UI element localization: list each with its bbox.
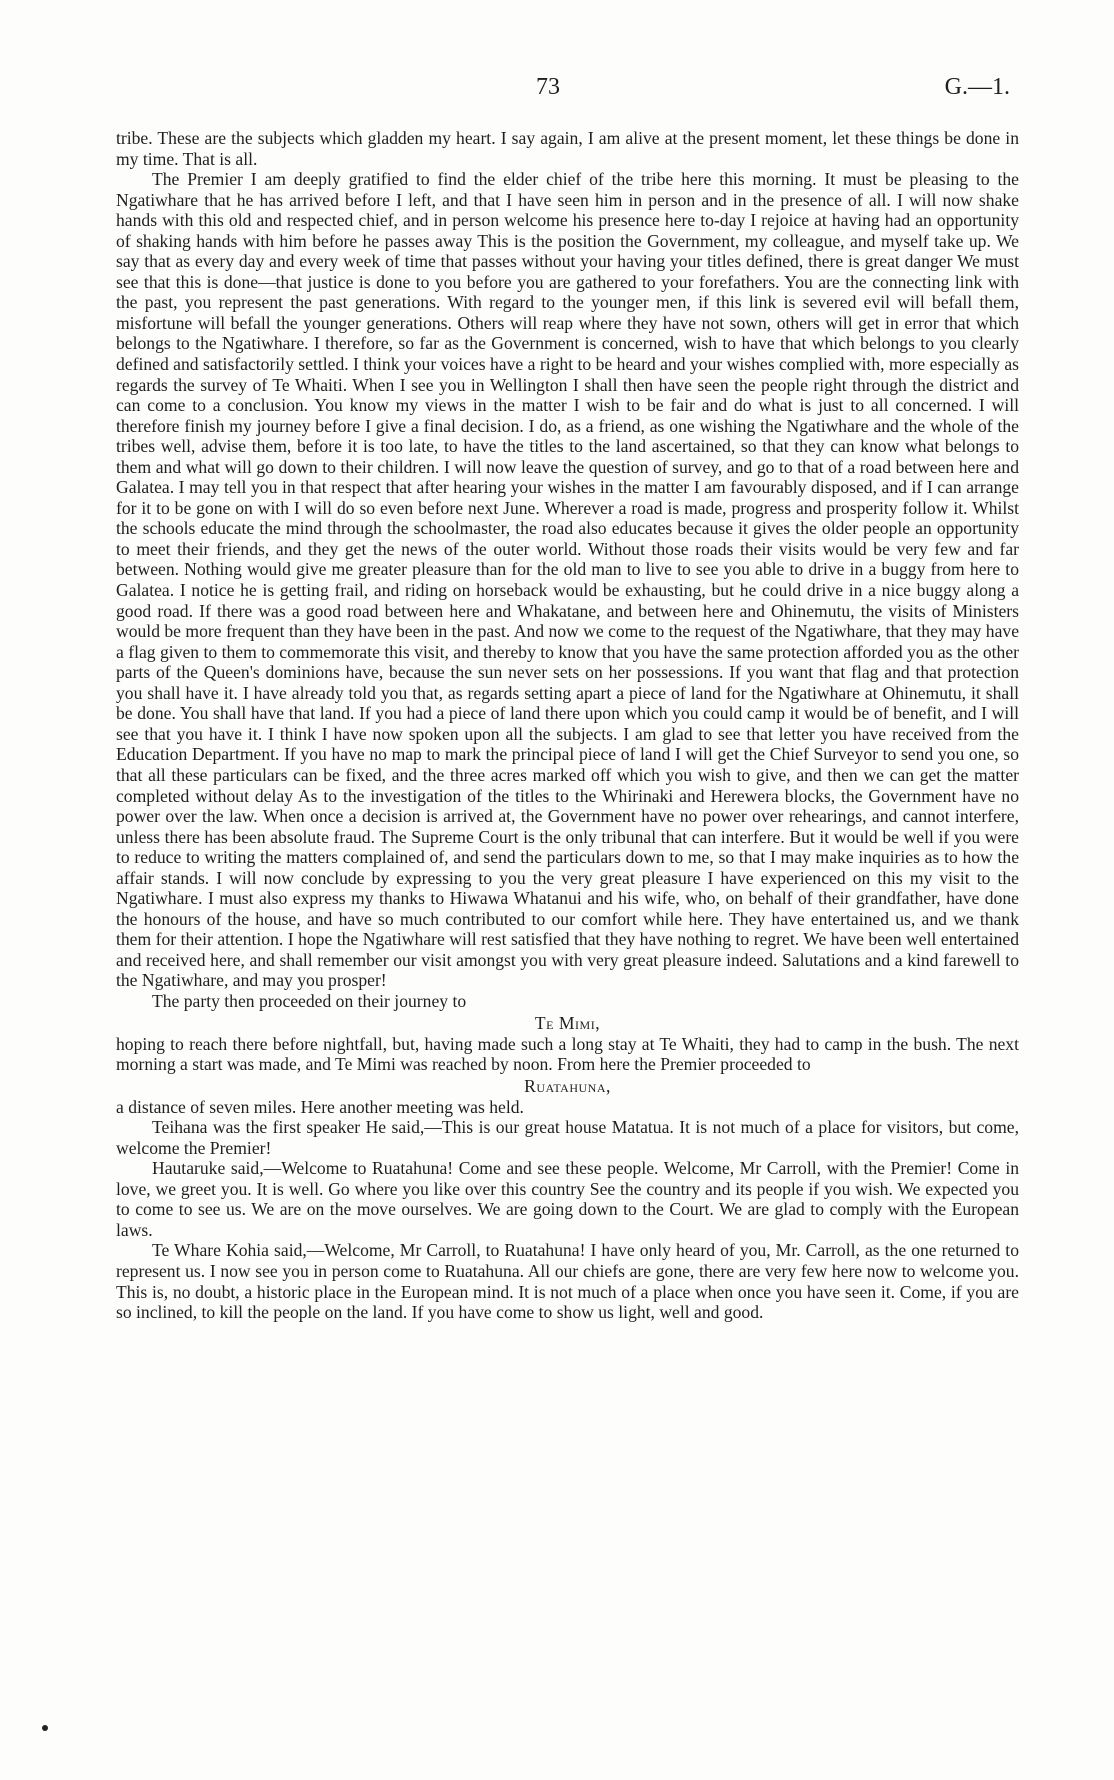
page-header xyxy=(0,74,1114,104)
body-text xyxy=(116,128,1019,1323)
document-code: G.—1. xyxy=(944,74,1010,100)
section-heading-ruatahuna: Ruatahuna, xyxy=(524,1075,611,1096)
paragraph: The party then proceeded on their journey to xyxy=(152,990,467,1011)
section-heading-te-mimi: Te Mimi, xyxy=(534,1012,601,1033)
speech-paragraph: Teihana was the first speaker He said,—This is our great house Matatua. It is not much of a place for visitors, but come, welcome the Premier! xyxy=(116,1117,1019,1158)
paragraph: hoping to reach there before nightfall, but, having made such a long stay at Te Whaiti, they had to camp in the bush. The next morning a start was made, and Te Mimi was reached by noon. From here the Premier proceeded to xyxy=(116,1033,1019,1075)
scan-mark xyxy=(42,1725,48,1731)
paragraph: tribe. These are the subjects which gladden my heart. I say again, I am alive at the present moment, let these things be done in my time. That is all. xyxy=(116,128,1019,169)
paragraph: a distance of seven miles. Here another meeting was held. xyxy=(116,1096,524,1117)
page-number: 73 xyxy=(536,74,560,100)
speech-paragraph: Te Whare Kohia said,—Welcome, Mr Carroll, to Ruatahuna! I have only heard of you, Mr. Carroll, as the one returned to represent us. I now see you in person come to Ruatahuna. All our chiefs are gone, there are very few here now to welcome you. This is, no doubt, a historic place in the European mind. It is not much of a place when once you have seen it. Come, if you are so inclined, to kill the people on the land. If you have come to show us light, well and good. xyxy=(116,1240,1019,1323)
paragraph: The Premier I am deeply gratified to find the elder chief of the tribe here this morning. It must be pleasing to the Ngatiwhare that he has arrived before I left, and that I have seen him in person and in the presence of all. I will now shake hands with this old and respected chief, and in person welcome his presence here to-day I rejoice at having had an opportunity of shaking hands with him before he passes away This is the position the Government, my colleague, and myself take up. We say that as every day and every week of time that passes without your having your titles defined, there is great danger We must see that this is done—that justice is done to you before you are gathered to your forefathers. You are the connecting link with the past, you represent the past generations. With regard to the younger men, if this link is severed evil will befall them, misfortune will befall the younger generations. Others will reap where they have not sown, others will get in error that which belongs to the Ngatiwhare. I therefore, so far as the Government is concerned, wish to have that which belongs to you clearly defined and satisfactorily settled. I think your voices have a right to be heard and your wishes complied with, more especially as regards the survey of Te Whaiti. When I see you in Wellington I shall then have seen the people right through the district and can come to a conclusion. You know my views in the matter I wish to be fair and do what is just to all concerned. I will therefore finish my journey before I give a final decision. I do, as a friend, as one wishing the Ngatiwhare and the whole of the tribes well, advise them, before it is too late, to have the titles to the land ascertained, so that they can know what belongs to them and what will go down to their children. I will now leave the question of survey, and go to that of a road between here and Galatea. I may tell you in that respect that after hearing your wishes in the matter I am favourably disposed, and if I can arrange for it to be gone on with I will do so even before next June. Wherever a road is made, progress and prosperity follow it. Whilst the schools educate the mind through the schoolmaster, the road also educates because it gives the older people an opportunity to meet their friends, and they get the news of the outer world. Without those roads their visits would be very few and far between. Nothing would give me greater pleasure than for the old man to live to see you able to drive in a buggy from here to Galatea. I notice he is getting frail, and riding on horseback would be exhausting, but he could drive in a nice buggy along a good road. If there was a good road between here and Whakatane, and between here and Ohinemutu, the visits of Ministers would be more frequent than they have been in the past. And now we come to the request of the Ngatiwhare, that they may have a flag given to them to commemorate this visit, and thereby to know that you have the same protection afforded you as the other parts of the Queen's dominions have, because the sun never sets on her possessions. If you want that flag and that protection you shall have it. I have already told you that, as regards setting apart a piece of land for the Ngatiwhare at Ohinemutu, it shall be done. You shall have that land. If you had a piece of land there upon which you could camp it would be of benefit, and I will see that you have it. I think I have now spoken upon all the subjects. I am glad to see that letter you have received from the Education Department. If you have no map to mark the principal piece of land I will get the Chief Surveyor to send you one, so that all these particulars can be fixed, and the three acres marked off which you wish to give, and then we can get the matter completed without delay As to the investigation of the titles to the Whirinaki and Herewera blocks, the Government have no power over the law. When once a decision is arrived at, the Government have no power over rehearings, and cannot interfere, unless there has been absolute fraud. The Supreme Court is the only tribunal that can interfere. But it would be well if you were to reduce to writing the matters complained of, and send the particulars down to me, so that I may make inquiries as to how the affair stands. I will now conclude by expressing to you the very great pleasure I have experienced on this my visit to the Ngatiwhare. I must also express my thanks to Hiwawa Whatanui and his wife, who, on behalf of their grandfather, have done the honours of the house, and have so much contributed to our comfort while here. They have entertained us, and we thank them for their attention. I hope the Ngatiwhare will rest satisfied that they have nothing to regret. We have been well entertained and received here, and shall remember our visit amongst you with very great pleasure indeed. Salutations and a kind farewell to the Ngatiwhare, and may you prosper! xyxy=(116,169,1019,991)
speech-paragraph: Hautaruke said,—Welcome to Ruatahuna! Come and see these people. Welcome, Mr Carroll, with the Premier! Come in love, we greet you. It is well. Go where you like over this country See the country and its people if you wish. We expected you to come to see us. We are on the move ourselves. We are going down to the Court. We are glad to comply with the European laws. xyxy=(116,1158,1019,1240)
